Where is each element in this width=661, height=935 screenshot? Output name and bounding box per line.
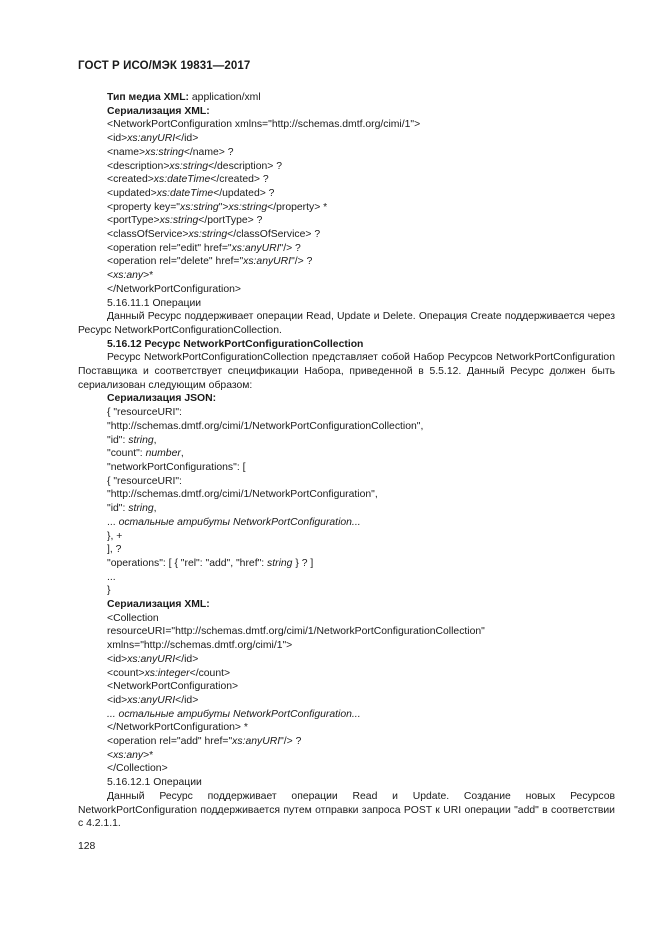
paragraph-5-16-12-1: Данный Ресурс поддерживает операции Read и Update. Создание новых Ресурсов NetworkPortConfiguration поддерживается путем отправки запроса POST к URI операции "add" в соответствии с 4.2.1.1.	[78, 790, 615, 830]
json-line: { "resourceURI":	[107, 407, 182, 419]
media-type-line	[78, 91, 615, 105]
section-heading-5-16-12-1: 5.16.12.1 Операции	[107, 777, 202, 789]
json-line: }, +	[107, 530, 123, 542]
page-header: ГОСТ Р ИСО/МЭК 19831—2017	[78, 60, 251, 72]
json-line: "id": string,	[107, 434, 157, 446]
xml-line: <operation rel="delete" href="xs:anyURI"/> ?	[107, 256, 313, 268]
xml-line: xmlns="http://schemas.dmtf.org/cimi/1">	[107, 640, 293, 652]
media-type-value: application/xml	[189, 92, 261, 103]
media-type-label: Тип медиа XML:	[107, 92, 190, 103]
xml-line: <operation rel="edit" href="xs:anyURI"/> ?	[107, 242, 301, 254]
json-line: "id": string,	[107, 503, 157, 515]
xml-line: <created>xs:dateTime</created> ?	[107, 174, 269, 186]
xml-line: <NetworkPortConfiguration>	[107, 681, 239, 693]
xml-line: <Collection	[107, 612, 159, 624]
xml-line: resourceURI="http://schemas.dmtf.org/cimi/1/NetworkPortConfigurationCollection"	[107, 626, 485, 638]
xml-serialization-label-2: Сериализация XML:	[107, 599, 210, 611]
json-line: ], ?	[107, 544, 122, 556]
xml-line: <classOfService>xs:string</classOfService> ?	[107, 229, 321, 241]
xml-line: <id>xs:anyURI</id>	[107, 653, 199, 665]
json-line: "networkPortConfigurations": [	[107, 461, 246, 473]
page-content	[78, 91, 615, 831]
xml-line: <portType>xs:string</portType> ?	[107, 215, 263, 227]
xml-line: <xs:any>*	[107, 270, 154, 282]
json-line: ... остальные атрибуты NetworkPortConfiguration...	[107, 516, 361, 528]
xml-line: <description>xs:string</description> ?	[107, 160, 283, 172]
xml-line: <updated>xs:dateTime</updated> ?	[107, 187, 275, 199]
json-line: { "resourceURI":	[107, 475, 182, 487]
json-line: "operations": [ { "rel": "add", "href": string } ? ]	[107, 557, 314, 569]
xml-line: </NetworkPortConfiguration> *	[107, 722, 248, 734]
xml-line: <count>xs:integer</count>	[107, 667, 231, 679]
json-serialization-label: Сериализация JSON:	[107, 393, 217, 405]
json-line: "http://schemas.dmtf.org/cimi/1/NetworkPortConfigurationCollection",	[107, 420, 424, 432]
xml-line: <NetworkPortConfiguration xmlns="http://schemas.dmtf.org/cimi/1">	[107, 119, 421, 131]
json-line: }	[107, 585, 111, 597]
xml-line: <id>xs:anyURI</id>	[107, 133, 199, 145]
section-heading-5-16-11-1: 5.16.11.1 Операции	[107, 297, 202, 309]
page-number: 128	[78, 841, 96, 852]
xml-line: <property key="xs:string">xs:string</property> *	[107, 201, 328, 213]
paragraph-5-16-11-1: Данный Ресурс поддерживает операции Read, Update и Delete. Операция Create поддерживается через Ресурс NetworkPortConfigurationCollection.	[78, 311, 615, 336]
json-line: "http://schemas.dmtf.org/cimi/1/NetworkPortConfiguration",	[107, 489, 378, 501]
json-line: ...	[107, 571, 116, 583]
json-line: "count": number,	[107, 448, 184, 460]
xml-serialization-label: Сериализация XML:	[107, 105, 210, 117]
paragraph-5-16-12: Ресурс NetworkPortConfigurationCollection представляет собой Набор Ресурсов NetworkPortConfiguration Поставщика и соответствует спецификации Набора, приведенной в 5.5.12. Данный Ресурс должен быть сериализован следующим образом:	[78, 352, 615, 391]
section-heading-5-16-12: 5.16.12 Ресурс NetworkPortConfigurationCollection	[107, 338, 364, 350]
xml-line: <operation rel="add" href="xs:anyURI"/> ?	[107, 736, 302, 748]
xml-line: ... остальные атрибуты NetworkPortConfiguration...	[107, 708, 361, 720]
xml-line: </Collection>	[107, 763, 168, 775]
xml-line: <id>xs:anyURI</id>	[107, 694, 199, 706]
xml-line: <xs:any>*	[107, 749, 154, 761]
xml-line: </NetworkPortConfiguration>	[107, 283, 241, 295]
xml-line: <name>xs:string</name> ?	[107, 146, 234, 158]
